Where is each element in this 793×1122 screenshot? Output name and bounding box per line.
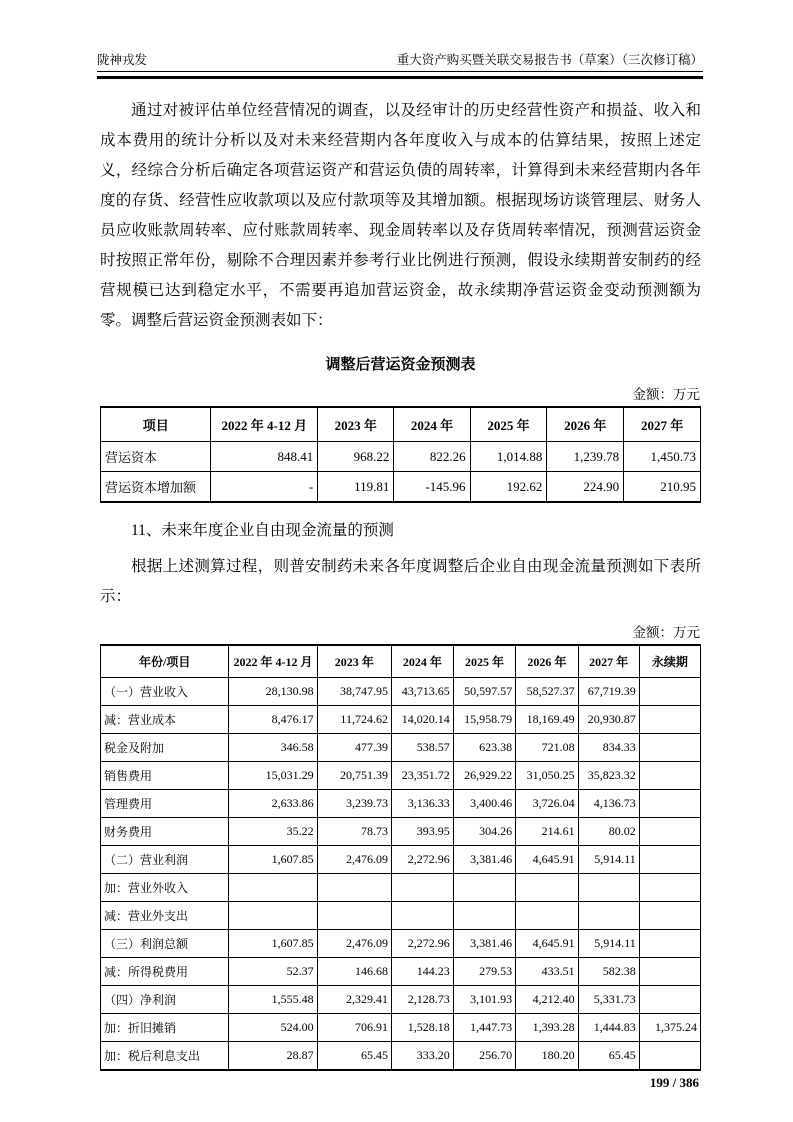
fcf-table-cell: [229, 874, 317, 902]
fcf-table-cell: 28.87: [229, 1042, 317, 1071]
fcf-table-cell: 5,331.73: [578, 986, 639, 1014]
fcf-table-row-label: （一）营业收入: [101, 678, 229, 706]
fcf-table-row: [101, 762, 701, 790]
fcf-table-cell: 538.57: [391, 734, 453, 762]
fcf-table-cell: 433.51: [516, 958, 578, 986]
fcf-table-cell: 333.20: [391, 1042, 453, 1071]
fcf-table-row: [101, 706, 701, 734]
paragraph-working-capital-method: 通过对被评估单位经营情况的调查，以及经审计的历史经营性资产和损益、收入和成本费用的统计分析以及对未来经营期内各年度收入与成本的估算结果，按照上述定义，经综合分析后确定各项营运资产和营运负债的周转率，计算得到未来经营期内各年度的存货、经营性应收款项以及应付款项等及其增加额。根据现场访谈管理层、财务人员应收账款周转率、应付账款周转率、现金周转率以及存货周转率情况，预测营运资金时按照正常年份，剔除不合理因素并参考行业比例进行预测，假设永续期普安制药的经营规模已达到稳定水平，不需要再追加营运资金，故永续期净营运资金变动预测额为零。调整后营运资金预测表如下：: [100, 102, 701, 329]
fcf-table-cell: [639, 1042, 700, 1071]
fcf-table-cell: 180.20: [516, 1042, 578, 1071]
fcf-table-cell: [639, 902, 700, 930]
fcf-table-cell: [453, 902, 515, 930]
fcf-table-cell: [317, 874, 391, 902]
fcf-table-row-label: 加：折旧摊销: [101, 1014, 229, 1042]
fcf-table-row: [101, 930, 701, 958]
working-capital-table-cell: 210.95: [624, 472, 701, 503]
fcf-table-cell: 706.91: [317, 1014, 391, 1042]
fcf-table-cell: 2,272.96: [391, 846, 453, 874]
fcf-table-row: [101, 818, 701, 846]
fcf-table-cell: 834.33: [578, 734, 639, 762]
fcf-table-row-label: 管理费用: [101, 790, 229, 818]
fcf-table-cell: [639, 762, 700, 790]
fcf-table-row-label: 税金及附加: [101, 734, 229, 762]
fcf-table-row: [101, 790, 701, 818]
fcf-table-cell: [639, 958, 700, 986]
fcf-table-cell: 3,726.04: [516, 790, 578, 818]
fcf-table-cell: 15,958.79: [453, 706, 515, 734]
fcf-table-cell: 2,476.09: [317, 930, 391, 958]
page-header: [97, 50, 703, 72]
fcf-table-column-header: 2024 年: [391, 645, 453, 678]
fcf-table-row: [101, 958, 701, 986]
fcf-table-cell: 346.58: [229, 734, 317, 762]
page-number: 199 / 386: [649, 1075, 699, 1090]
fcf-table-cell: 18,169.49: [516, 706, 578, 734]
fcf-table-cell: [578, 902, 639, 930]
fcf-table-cell: [639, 986, 700, 1014]
fcf-table-cell: 2,128.73: [391, 986, 453, 1014]
fcf-table-row-label: （四）净利润: [101, 986, 229, 1014]
working-capital-table-cell: -: [211, 472, 318, 503]
fcf-table-cell: 4,645.91: [516, 846, 578, 874]
fcf-table-cell: 304.26: [453, 818, 515, 846]
fcf-table-cell: 14,020.14: [391, 706, 453, 734]
table1-title: 调整后营运资金预测表: [325, 357, 476, 373]
fcf-table-row: [101, 678, 701, 706]
fcf-table-cell: 11,724.62: [317, 706, 391, 734]
fcf-table-cell: 4,212.40: [516, 986, 578, 1014]
fcf-table-cell: 144.23: [391, 958, 453, 986]
fcf-table-cell: 623.38: [453, 734, 515, 762]
fcf-table-cell: 3,101.93: [453, 986, 515, 1014]
fcf-table-column-header: 永续期: [639, 645, 700, 678]
fcf-table-cell: [639, 846, 700, 874]
fcf-table-cell: 20,930.87: [578, 706, 639, 734]
fcf-table-cell: 279.53: [453, 958, 515, 986]
fcf-table-cell: 65.45: [578, 1042, 639, 1071]
working-capital-table-row: [101, 442, 701, 472]
fcf-table-cell: 3,400.46: [453, 790, 515, 818]
fcf-table-cell: 28,130.98: [229, 678, 317, 706]
working-capital-table-cell: 1,239.78: [547, 442, 624, 472]
table1-unit-label: 金额：万元: [632, 387, 700, 402]
fcf-table-row: [101, 734, 701, 762]
fcf-table-cell: 43,713.65: [391, 678, 453, 706]
fcf-table-cell: 5,914.11: [578, 846, 639, 874]
fcf-table-cell: 78.73: [317, 818, 391, 846]
header-report-title: 重大资产购买暨关联交易报告书（草案）（三次修订稿）: [396, 53, 703, 67]
fcf-table-cell: 214.61: [516, 818, 578, 846]
fcf-table-cell: [639, 706, 700, 734]
fcf-table-cell: [639, 930, 700, 958]
working-capital-table-header-row: [101, 407, 701, 442]
fcf-table-cell: 3,239.73: [317, 790, 391, 818]
working-capital-table-column-header: 2025 年: [470, 407, 547, 442]
fcf-table-column-header: 2026 年: [516, 645, 578, 678]
fcf-table-cell: 67,719.39: [578, 678, 639, 706]
fcf-table-row: [101, 1042, 701, 1071]
fcf-table-cell: [317, 902, 391, 930]
fcf-table-cell: 65.45: [317, 1042, 391, 1071]
fcf-table-cell: 52.37: [229, 958, 317, 986]
free-cash-flow-forecast-table: [100, 644, 701, 1071]
fcf-table-cell: 2,633.86: [229, 790, 317, 818]
fcf-table-cell: 256.70: [453, 1042, 515, 1071]
working-capital-table-cell: 822.26: [394, 442, 470, 472]
fcf-table-row-label: （三）利润总额: [101, 930, 229, 958]
fcf-table-column-header: 2025 年: [453, 645, 515, 678]
fcf-table-cell: 1,444.83: [578, 1014, 639, 1042]
working-capital-table-cell: 224.90: [547, 472, 624, 503]
fcf-table-cell: [516, 874, 578, 902]
fcf-table-cell: [639, 874, 700, 902]
fcf-table-cell: 1,607.85: [229, 846, 317, 874]
fcf-table-cell: 1,393.28: [516, 1014, 578, 1042]
fcf-table-cell: [639, 818, 700, 846]
fcf-table-cell: 2,272.96: [391, 930, 453, 958]
fcf-table-cell: 50,597.57: [453, 678, 515, 706]
fcf-table-cell: 146.68: [317, 958, 391, 986]
fcf-table-row-label: 减：营业成本: [101, 706, 229, 734]
fcf-table-cell: 3,381.46: [453, 930, 515, 958]
working-capital-table-cell: 192.62: [470, 472, 547, 503]
working-capital-table-cell: 119.81: [318, 472, 394, 503]
page-content: [100, 96, 701, 1091]
working-capital-table-cell: 1,450.73: [624, 442, 701, 472]
fcf-table-cell: 2,329.41: [317, 986, 391, 1014]
fcf-table-cell: 35.22: [229, 818, 317, 846]
fcf-table-cell: 5,914.11: [578, 930, 639, 958]
fcf-table-row: [101, 874, 701, 902]
fcf-table-cell: 3,136.33: [391, 790, 453, 818]
fcf-table-cell: [229, 902, 317, 930]
fcf-table-cell: 1,447.73: [453, 1014, 515, 1042]
fcf-table-cell: 477.39: [317, 734, 391, 762]
working-capital-table-cell: 848.41: [211, 442, 318, 472]
working-capital-table-column-header: 2022 年 4-12 月: [211, 407, 318, 442]
working-capital-table-row: [101, 472, 701, 503]
fcf-table-cell: [639, 678, 700, 706]
table2-unit-label: 金额：万元: [632, 625, 700, 640]
working-capital-table-cell: -145.96: [394, 472, 470, 503]
fcf-table-row-label: 减：所得税费用: [101, 958, 229, 986]
header-company-name: 陇神戎发: [97, 53, 148, 67]
working-capital-forecast-table: [100, 406, 701, 503]
working-capital-table-column-header: 2023 年: [318, 407, 394, 442]
fcf-table-cell: [516, 902, 578, 930]
working-capital-table-column-header: 2024 年: [394, 407, 470, 442]
fcf-table-cell: [639, 734, 700, 762]
section-heading-11: 11、未来年度企业自由现金流量的预测: [131, 522, 394, 539]
working-capital-table-column-header: 2026 年: [547, 407, 624, 442]
fcf-table-cell: 38,747.95: [317, 678, 391, 706]
fcf-table-cell: [391, 874, 453, 902]
fcf-table-cell: 721.08: [516, 734, 578, 762]
fcf-table-cell: 524.00: [229, 1014, 317, 1042]
fcf-table-column-header: 年份/项目: [101, 645, 229, 678]
working-capital-table-row-label: 营运资本增加额: [101, 472, 211, 503]
fcf-table-cell: 20,751.39: [317, 762, 391, 790]
fcf-table-cell: 4,136.73: [578, 790, 639, 818]
fcf-table-header-row: [101, 645, 701, 678]
fcf-table-cell: 1,555.48: [229, 986, 317, 1014]
fcf-table-cell: [391, 902, 453, 930]
fcf-table-cell: 4,645.91: [516, 930, 578, 958]
fcf-table-cell: [639, 790, 700, 818]
fcf-table-cell: [578, 874, 639, 902]
fcf-table-cell: 15,031.29: [229, 762, 317, 790]
working-capital-table-cell: 968.22: [318, 442, 394, 472]
fcf-table-row-label: （二）营业利润: [101, 846, 229, 874]
fcf-table-row: [101, 986, 701, 1014]
fcf-table-cell: 23,351.72: [391, 762, 453, 790]
fcf-table-cell: 1,528.18: [391, 1014, 453, 1042]
fcf-table-row-label: 销售费用: [101, 762, 229, 790]
fcf-table-cell: 3,381.46: [453, 846, 515, 874]
fcf-table-cell: 582.38: [578, 958, 639, 986]
fcf-table-row: [101, 1014, 701, 1042]
fcf-table-row-label: 加：营业外收入: [101, 874, 229, 902]
fcf-table-column-header: 2027 年: [578, 645, 639, 678]
fcf-table-cell: 80.02: [578, 818, 639, 846]
fcf-table-cell: 2,476.09: [317, 846, 391, 874]
fcf-table-cell: 26,929.22: [453, 762, 515, 790]
fcf-table-row-label: 加：税后利息支出: [101, 1042, 229, 1071]
fcf-table-row-label: 减：营业外支出: [101, 902, 229, 930]
fcf-table-cell: 1,375.24: [639, 1014, 700, 1042]
fcf-table-row: [101, 902, 701, 930]
fcf-table-cell: 35,823.32: [578, 762, 639, 790]
paragraph-fcf-intro: 根据上述测算过程，则普安制药未来各年度调整后企业自由现金流量预测如下表所示：: [100, 558, 701, 605]
fcf-table-cell: 31,050.25: [516, 762, 578, 790]
working-capital-table-column-header: 2027 年: [624, 407, 701, 442]
fcf-table-row: [101, 846, 701, 874]
fcf-table-column-header: 2023 年: [317, 645, 391, 678]
working-capital-table-row-label: 营运资本: [101, 442, 211, 472]
fcf-table-cell: 8,476.17: [229, 706, 317, 734]
working-capital-table-cell: 1,014.88: [470, 442, 547, 472]
fcf-table-cell: 58,527.37: [516, 678, 578, 706]
fcf-table-cell: 1,607.85: [229, 930, 317, 958]
fcf-table-cell: [453, 874, 515, 902]
fcf-table-cell: 393.95: [391, 818, 453, 846]
fcf-table-row-label: 财务费用: [101, 818, 229, 846]
fcf-table-column-header: 2022 年 4-12 月: [229, 645, 317, 678]
working-capital-table-column-header: 项目: [101, 407, 211, 442]
header-rule: [97, 76, 703, 79]
